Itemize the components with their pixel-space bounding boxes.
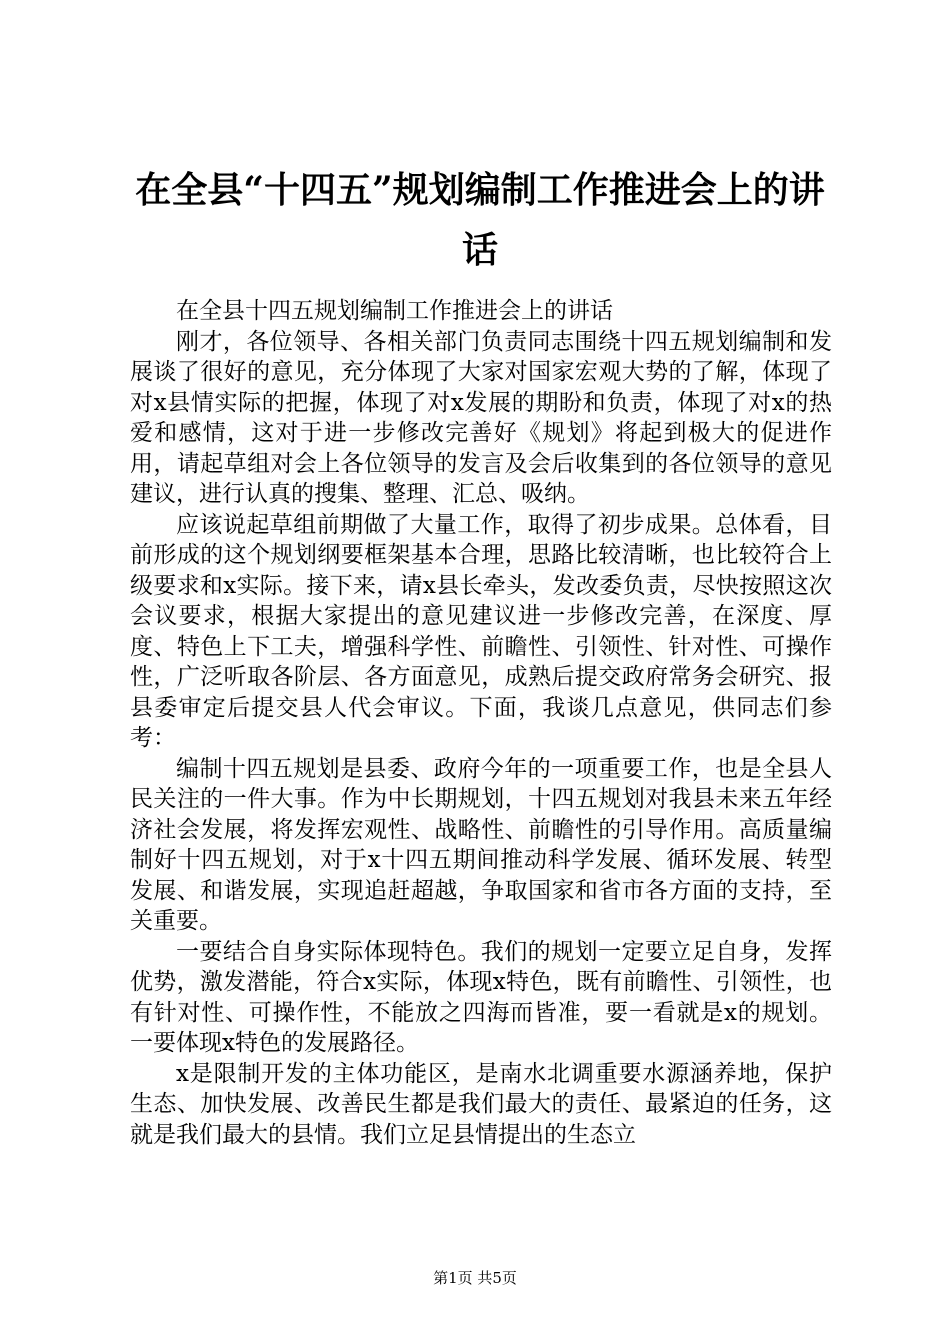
paragraph: x是限制开发的主体功能区，是南水北调重要水源涵养地，保护生态、加快发展、改善民生都是我们最大的责任、最紧迫的任务，这就是我们最大的县情。我们立足县情提出的生态立 — [130, 1060, 832, 1148]
paragraph: 刚才，各位领导、各相关部门负责同志围绕十四五规划编制和发展谈了很好的意见，充分体现了大家对国家宏观大势的了解，体现了对x县情实际的把握，体现了对x发展的期盼和负责，体现了对x的热爱和感情，这对于进一步修改完善好《规划》将起到极大的促进作用，请起草组对会上各位领导的发言及会后收集到的各位领导的意见建议，进行认真的搜集、整理、汇总、吸纳。 — [130, 328, 832, 507]
paragraph: 在全县十四五规划编制工作推进会上的讲话 — [176, 298, 613, 324]
document-body — [130, 296, 832, 1150]
page-footer: 第1页 共5页 — [433, 1269, 517, 1287]
paragraph: 编制十四五规划是县委、政府今年的一项重要工作，也是全县人民关注的一件大事。作为中长期规划，十四五规划对我县未来五年经济社会发展，将发挥宏观性、战略性、前瞻性的引导作用。高质量编制好十四五规划，对于x十四五期间推动科学发展、循环发展、转型发展、和谐发展，实现追赶超越，争取国家和省市各方面的支持，至关重要。 — [130, 755, 832, 934]
document-title: 在全县“十四五”规划编制工作推进会上的讲话 — [135, 169, 825, 271]
paragraph: 一要结合自身实际体现特色。我们的规划一定要立足自身，发挥优势，激发潜能，符合x实际，体现x特色，既有前瞻性、引领性，也有针对性、可操作性，不能放之四海而皆准，要一看就是x的规划。一要体现x特色的发展路径。 — [130, 938, 832, 1056]
paragraph: 应该说起草组前期做了大量工作，取得了初步成果。总体看，目前形成的这个规划纲要框架基本合理，思路比较清晰，也比较符合上级要求和x实际。接下来，请x县长牵头，发改委负责，尽快按照这次会议要求，根据大家提出的意见建议进一步修改完善，在深度、厚度、特色上下工夫，增强科学性、前瞻性、引领性、针对性、可操作性，广泛听取各阶层、各方面意见，成熟后提交政府常务会研究、报县委审定后提交县人代会审议。下面，我谈几点意见，供同志们参考： — [130, 511, 832, 751]
